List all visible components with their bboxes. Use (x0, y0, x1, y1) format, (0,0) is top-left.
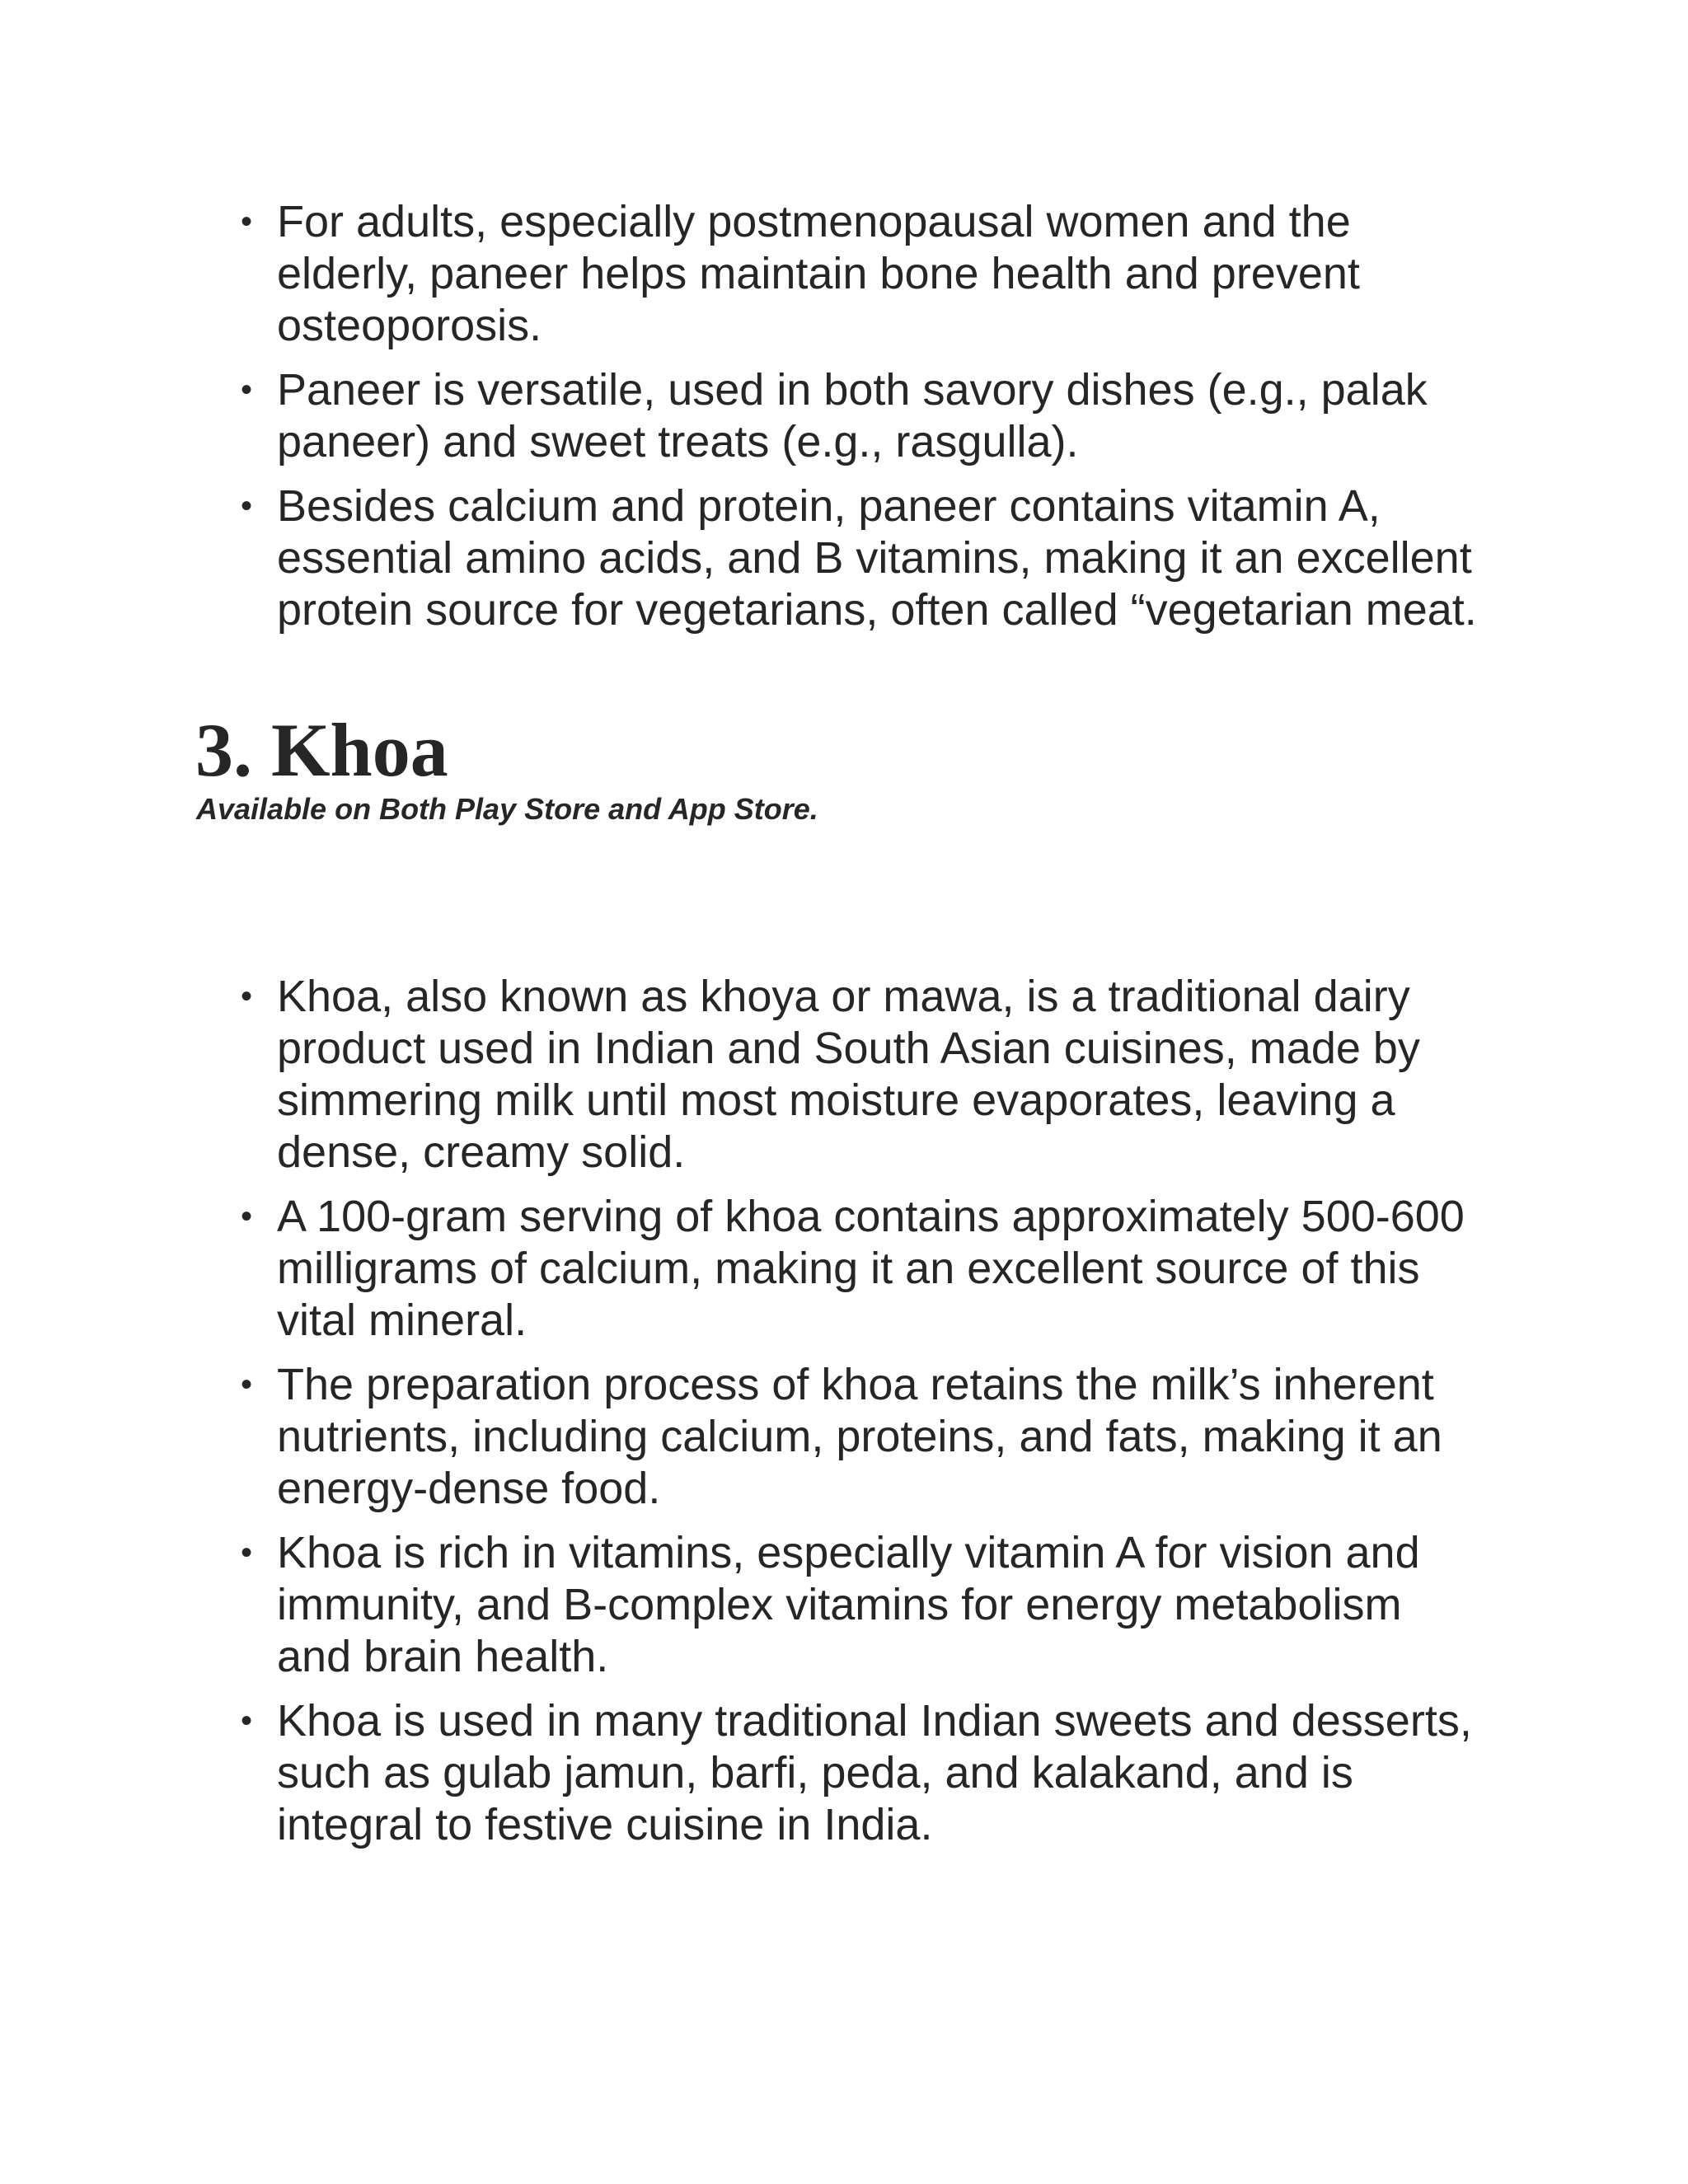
bullet-icon: • (240, 1366, 252, 1403)
list-item (240, 971, 1480, 1179)
paneer-bullet-list (240, 196, 1480, 649)
section-heading: 3. Khoa (195, 708, 448, 792)
list-item-text: Khoa is used in many traditional Indian sweets and desserts, such as gulab jamun, barfi, peda, and kalakand, and is integral to festive cuisine in India. (277, 1696, 1472, 1849)
list-item-text: A 100-gram serving of khoa contains approximately 500-600 milligrams of calcium, making it an excellent source of this vital mineral. (277, 1192, 1465, 1345)
bullet-icon: • (240, 372, 252, 408)
list-item (240, 1191, 1480, 1347)
bullet-icon: • (240, 1535, 252, 1571)
list-item (240, 196, 1480, 352)
bullet-icon: • (240, 488, 252, 524)
list-item-text: Besides calcium and protein, paneer contains vitamin A, essential amino acids, and B vitamins, making it an excellent protein source for vegetarians, often called “vegetarian meat. (277, 481, 1477, 635)
khoa-bullet-list (240, 971, 1480, 1863)
list-item (240, 1695, 1480, 1851)
list-item-text: Paneer is versatile, used in both savory dishes (e.g., palak paneer) and sweet treats (e.g., rasgulla). (277, 365, 1428, 466)
bullet-icon: • (240, 204, 252, 240)
list-item-text: Khoa, also known as khoya or mawa, is a traditional dairy product used in Indian and South Asian cuisines, made by simmering milk until most moisture evaporates, leaving a dense, creamy solid. (277, 972, 1420, 1177)
list-item (240, 1359, 1480, 1515)
bullet-icon: • (240, 1198, 252, 1235)
list-item (240, 1527, 1480, 1683)
list-item-text: The preparation process of khoa retains the milk’s inherent nutrients, including calcium, proteins, and fats, making it an energy-dense food. (277, 1360, 1442, 1513)
bullet-icon: • (240, 978, 252, 1015)
list-item (240, 364, 1480, 468)
list-item-text: For adults, especially postmenopausal women and the elderly, paneer helps maintain bone health and prevent osteoporosis. (277, 197, 1360, 350)
bullet-icon: • (240, 1703, 252, 1739)
section-subtitle: Available on Both Play Store and App Store. (196, 792, 818, 826)
list-item-text: Khoa is rich in vitamins, especially vitamin A for vision and immunity, and B-complex vitamins for energy metabolism and brain health. (277, 1528, 1420, 1681)
list-item (240, 480, 1480, 636)
